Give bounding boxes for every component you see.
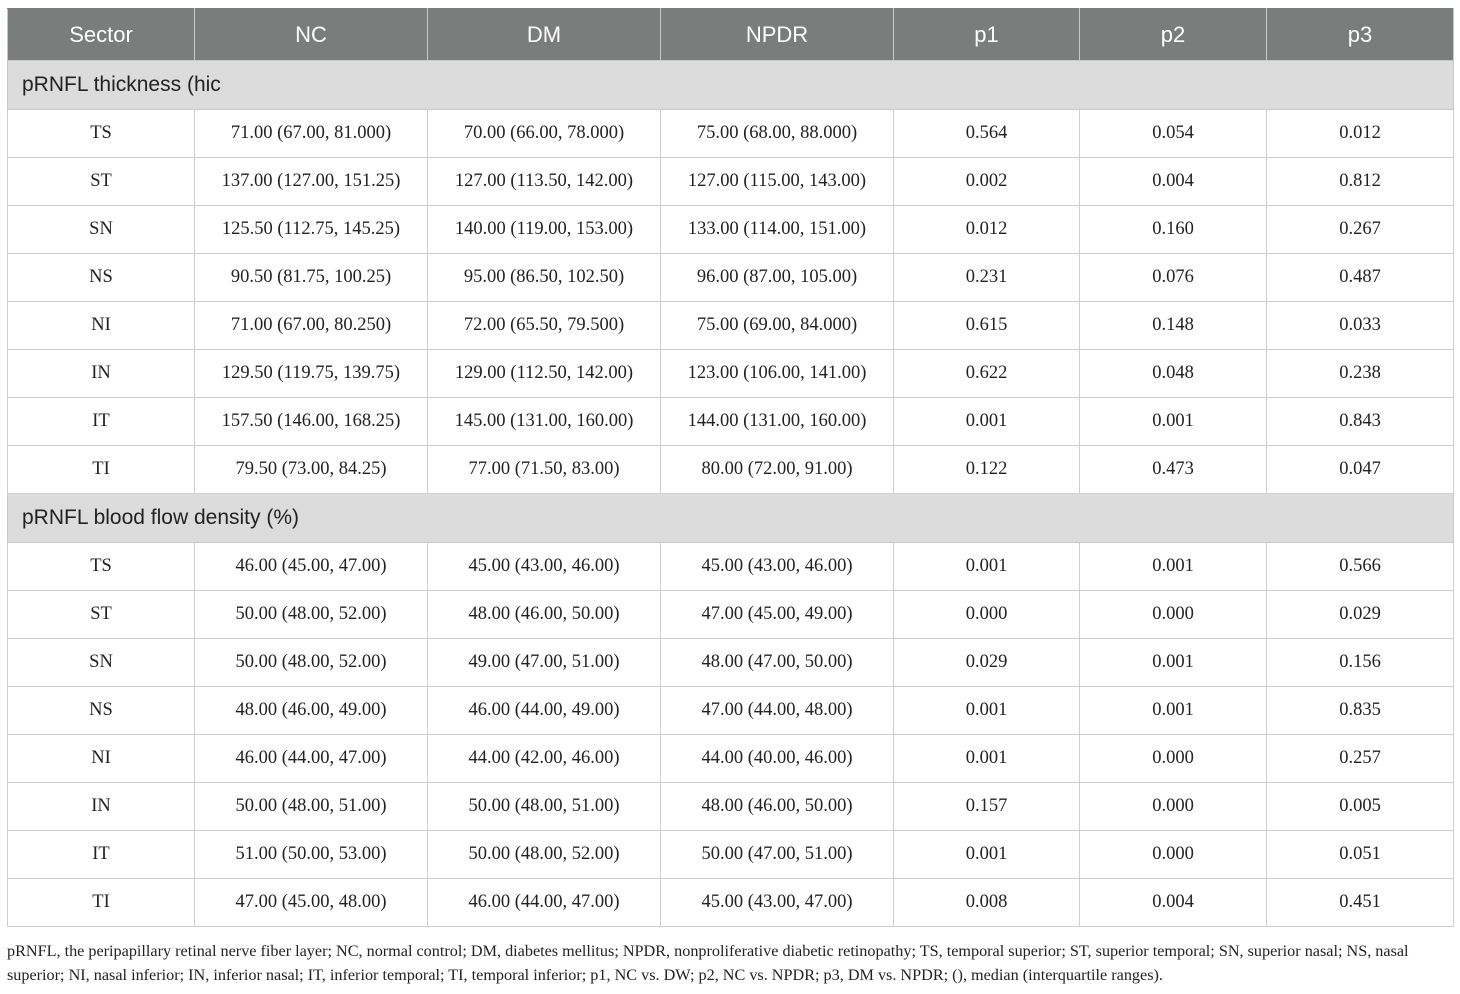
cell-nc: 46.00 (44.00, 47.00) xyxy=(195,735,428,783)
cell-p1: 0.012 xyxy=(894,206,1080,254)
cell-nc: 125.50 (112.75, 145.25) xyxy=(195,206,428,254)
cell-npdr: 144.00 (131.00, 160.00) xyxy=(661,398,894,446)
table-row xyxy=(8,398,1454,446)
cell-p3: 0.267 xyxy=(1267,206,1454,254)
cell-p2: 0.001 xyxy=(1080,398,1267,446)
column-header-p1: p1 xyxy=(894,9,1080,61)
cell-p1: 0.231 xyxy=(894,254,1080,302)
cell-dm: 48.00 (46.00, 50.00) xyxy=(428,591,661,639)
cell-nc: 51.00 (50.00, 53.00) xyxy=(195,831,428,879)
cell-p2: 0.148 xyxy=(1080,302,1267,350)
cell-p2: 0.004 xyxy=(1080,879,1267,927)
cell-p1: 0.122 xyxy=(894,446,1080,494)
table-row xyxy=(8,543,1454,591)
cell-p3: 0.012 xyxy=(1267,110,1454,158)
cell-npdr: 75.00 (68.00, 88.000) xyxy=(661,110,894,158)
cell-p2: 0.048 xyxy=(1080,350,1267,398)
cell-p2: 0.001 xyxy=(1080,543,1267,591)
cell-npdr: 50.00 (47.00, 51.00) xyxy=(661,831,894,879)
column-header-nc: NC xyxy=(195,9,428,61)
table-row xyxy=(8,879,1454,927)
cell-dm: 127.00 (113.50, 142.00) xyxy=(428,158,661,206)
cell-nc: 71.00 (67.00, 81.000) xyxy=(195,110,428,158)
cell-nc: 71.00 (67.00, 80.250) xyxy=(195,302,428,350)
cell-p3: 0.051 xyxy=(1267,831,1454,879)
cell-p3: 0.033 xyxy=(1267,302,1454,350)
cell-p2: 0.473 xyxy=(1080,446,1267,494)
table-row xyxy=(8,735,1454,783)
cell-npdr: 45.00 (43.00, 47.00) xyxy=(661,879,894,927)
cell-npdr: 123.00 (106.00, 141.00) xyxy=(661,350,894,398)
cell-npdr: 48.00 (47.00, 50.00) xyxy=(661,639,894,687)
cell-dm: 72.00 (65.50, 79.500) xyxy=(428,302,661,350)
cell-p1: 0.000 xyxy=(894,591,1080,639)
cell-sector: NI xyxy=(8,735,195,783)
cell-npdr: 47.00 (45.00, 49.00) xyxy=(661,591,894,639)
cell-npdr: 44.00 (40.00, 46.00) xyxy=(661,735,894,783)
cell-sector: IN xyxy=(8,783,195,831)
cell-sector: TI xyxy=(8,446,195,494)
cell-dm: 145.00 (131.00, 160.00) xyxy=(428,398,661,446)
cell-nc: 157.50 (146.00, 168.25) xyxy=(195,398,428,446)
table-row xyxy=(8,639,1454,687)
cell-p1: 0.622 xyxy=(894,350,1080,398)
column-header-sector: Sector xyxy=(8,9,195,61)
cell-nc: 47.00 (45.00, 48.00) xyxy=(195,879,428,927)
table-row xyxy=(8,158,1454,206)
cell-npdr: 75.00 (69.00, 84.000) xyxy=(661,302,894,350)
cell-npdr: 133.00 (114.00, 151.00) xyxy=(661,206,894,254)
column-header-dm: DM xyxy=(428,9,661,61)
cell-sector: SN xyxy=(8,206,195,254)
cell-p2: 0.004 xyxy=(1080,158,1267,206)
cell-dm: 129.00 (112.50, 142.00) xyxy=(428,350,661,398)
table-row xyxy=(8,591,1454,639)
cell-p2: 0.160 xyxy=(1080,206,1267,254)
cell-p3: 0.843 xyxy=(1267,398,1454,446)
cell-p2: 0.001 xyxy=(1080,687,1267,735)
table-container xyxy=(7,8,1453,927)
section-title: pRNFL blood flow density (%) xyxy=(8,494,1454,543)
cell-p3: 0.487 xyxy=(1267,254,1454,302)
cell-p2: 0.076 xyxy=(1080,254,1267,302)
cell-dm: 46.00 (44.00, 49.00) xyxy=(428,687,661,735)
cell-p2: 0.000 xyxy=(1080,591,1267,639)
cell-nc: 129.50 (119.75, 139.75) xyxy=(195,350,428,398)
cell-p3: 0.238 xyxy=(1267,350,1454,398)
cell-nc: 50.00 (48.00, 52.00) xyxy=(195,591,428,639)
column-header-p3: p3 xyxy=(1267,9,1454,61)
cell-p3: 0.047 xyxy=(1267,446,1454,494)
cell-p2: 0.001 xyxy=(1080,639,1267,687)
cell-sector: IN xyxy=(8,350,195,398)
cell-p3: 0.451 xyxy=(1267,879,1454,927)
cell-p1: 0.002 xyxy=(894,158,1080,206)
cell-p3: 0.005 xyxy=(1267,783,1454,831)
cell-p1: 0.001 xyxy=(894,687,1080,735)
cell-nc: 48.00 (46.00, 49.00) xyxy=(195,687,428,735)
cell-p2: 0.000 xyxy=(1080,831,1267,879)
cell-sector: NS xyxy=(8,254,195,302)
table-row xyxy=(8,350,1454,398)
cell-p1: 0.157 xyxy=(894,783,1080,831)
cell-sector: SN xyxy=(8,639,195,687)
cell-p2: 0.000 xyxy=(1080,783,1267,831)
cell-sector: NS xyxy=(8,687,195,735)
cell-dm: 70.00 (66.00, 78.000) xyxy=(428,110,661,158)
cell-nc: 46.00 (45.00, 47.00) xyxy=(195,543,428,591)
cell-p2: 0.000 xyxy=(1080,735,1267,783)
table-row xyxy=(8,302,1454,350)
section-row xyxy=(8,494,1454,543)
cell-p2: 0.054 xyxy=(1080,110,1267,158)
section-row xyxy=(8,61,1454,110)
cell-nc: 137.00 (127.00, 151.25) xyxy=(195,158,428,206)
cell-npdr: 127.00 (115.00, 143.00) xyxy=(661,158,894,206)
cell-sector: ST xyxy=(8,158,195,206)
section-title: pRNFL thickness (hic xyxy=(8,61,1454,110)
cell-p1: 0.001 xyxy=(894,398,1080,446)
cell-p1: 0.001 xyxy=(894,735,1080,783)
cell-p1: 0.564 xyxy=(894,110,1080,158)
cell-p3: 0.156 xyxy=(1267,639,1454,687)
cell-dm: 50.00 (48.00, 52.00) xyxy=(428,831,661,879)
cell-p1: 0.615 xyxy=(894,302,1080,350)
cell-sector: IT xyxy=(8,398,195,446)
cell-dm: 45.00 (43.00, 46.00) xyxy=(428,543,661,591)
cell-sector: TI xyxy=(8,879,195,927)
table-row xyxy=(8,110,1454,158)
cell-nc: 50.00 (48.00, 52.00) xyxy=(195,639,428,687)
cell-sector: TS xyxy=(8,543,195,591)
cell-npdr: 48.00 (46.00, 50.00) xyxy=(661,783,894,831)
results-table xyxy=(7,8,1454,927)
cell-npdr: 96.00 (87.00, 105.00) xyxy=(661,254,894,302)
cell-sector: IT xyxy=(8,831,195,879)
cell-p3: 0.566 xyxy=(1267,543,1454,591)
table-row xyxy=(8,206,1454,254)
cell-dm: 50.00 (48.00, 51.00) xyxy=(428,783,661,831)
table-row xyxy=(8,687,1454,735)
table-body xyxy=(8,61,1454,927)
cell-nc: 79.50 (73.00, 84.25) xyxy=(195,446,428,494)
cell-dm: 44.00 (42.00, 46.00) xyxy=(428,735,661,783)
cell-nc: 90.50 (81.75, 100.25) xyxy=(195,254,428,302)
header-row xyxy=(8,9,1454,61)
cell-dm: 140.00 (119.00, 153.00) xyxy=(428,206,661,254)
cell-npdr: 80.00 (72.00, 91.00) xyxy=(661,446,894,494)
cell-p1: 0.008 xyxy=(894,879,1080,927)
cell-p3: 0.029 xyxy=(1267,591,1454,639)
cell-dm: 77.00 (71.50, 83.00) xyxy=(428,446,661,494)
cell-p3: 0.257 xyxy=(1267,735,1454,783)
cell-p3: 0.812 xyxy=(1267,158,1454,206)
column-header-p2: p2 xyxy=(1080,9,1267,61)
cell-dm: 46.00 (44.00, 47.00) xyxy=(428,879,661,927)
column-header-npdr: NPDR xyxy=(661,9,894,61)
cell-npdr: 45.00 (43.00, 46.00) xyxy=(661,543,894,591)
cell-sector: NI xyxy=(8,302,195,350)
cell-sector: TS xyxy=(8,110,195,158)
table-row xyxy=(8,831,1454,879)
cell-nc: 50.00 (48.00, 51.00) xyxy=(195,783,428,831)
cell-dm: 49.00 (47.00, 51.00) xyxy=(428,639,661,687)
table-row xyxy=(8,783,1454,831)
cell-p3: 0.835 xyxy=(1267,687,1454,735)
cell-p1: 0.001 xyxy=(894,831,1080,879)
cell-p1: 0.029 xyxy=(894,639,1080,687)
table-row xyxy=(8,446,1454,494)
cell-dm: 95.00 (86.50, 102.50) xyxy=(428,254,661,302)
cell-sector: ST xyxy=(8,591,195,639)
cell-p1: 0.001 xyxy=(894,543,1080,591)
table-row xyxy=(8,254,1454,302)
cell-npdr: 47.00 (44.00, 48.00) xyxy=(661,687,894,735)
table-footnote: pRNFL, the peripapillary retinal nerve fiber layer; NC, normal control; DM, diabetes mellitus; NPDR, nonproliferative diabetic retinopathy; TS, temporal superior; ST, superior temporal; SN, superior nasal; NS, nasal superior; NI, nasal inferior; IN, inferior nasal; IT, inferior temporal; TI, temporal inferior; p1, NC vs. DW; p2, NC vs. NPDR; p3, DM vs. NPDR; (), median (interquartile ranges). xyxy=(7,942,1409,984)
table-header xyxy=(8,9,1454,61)
